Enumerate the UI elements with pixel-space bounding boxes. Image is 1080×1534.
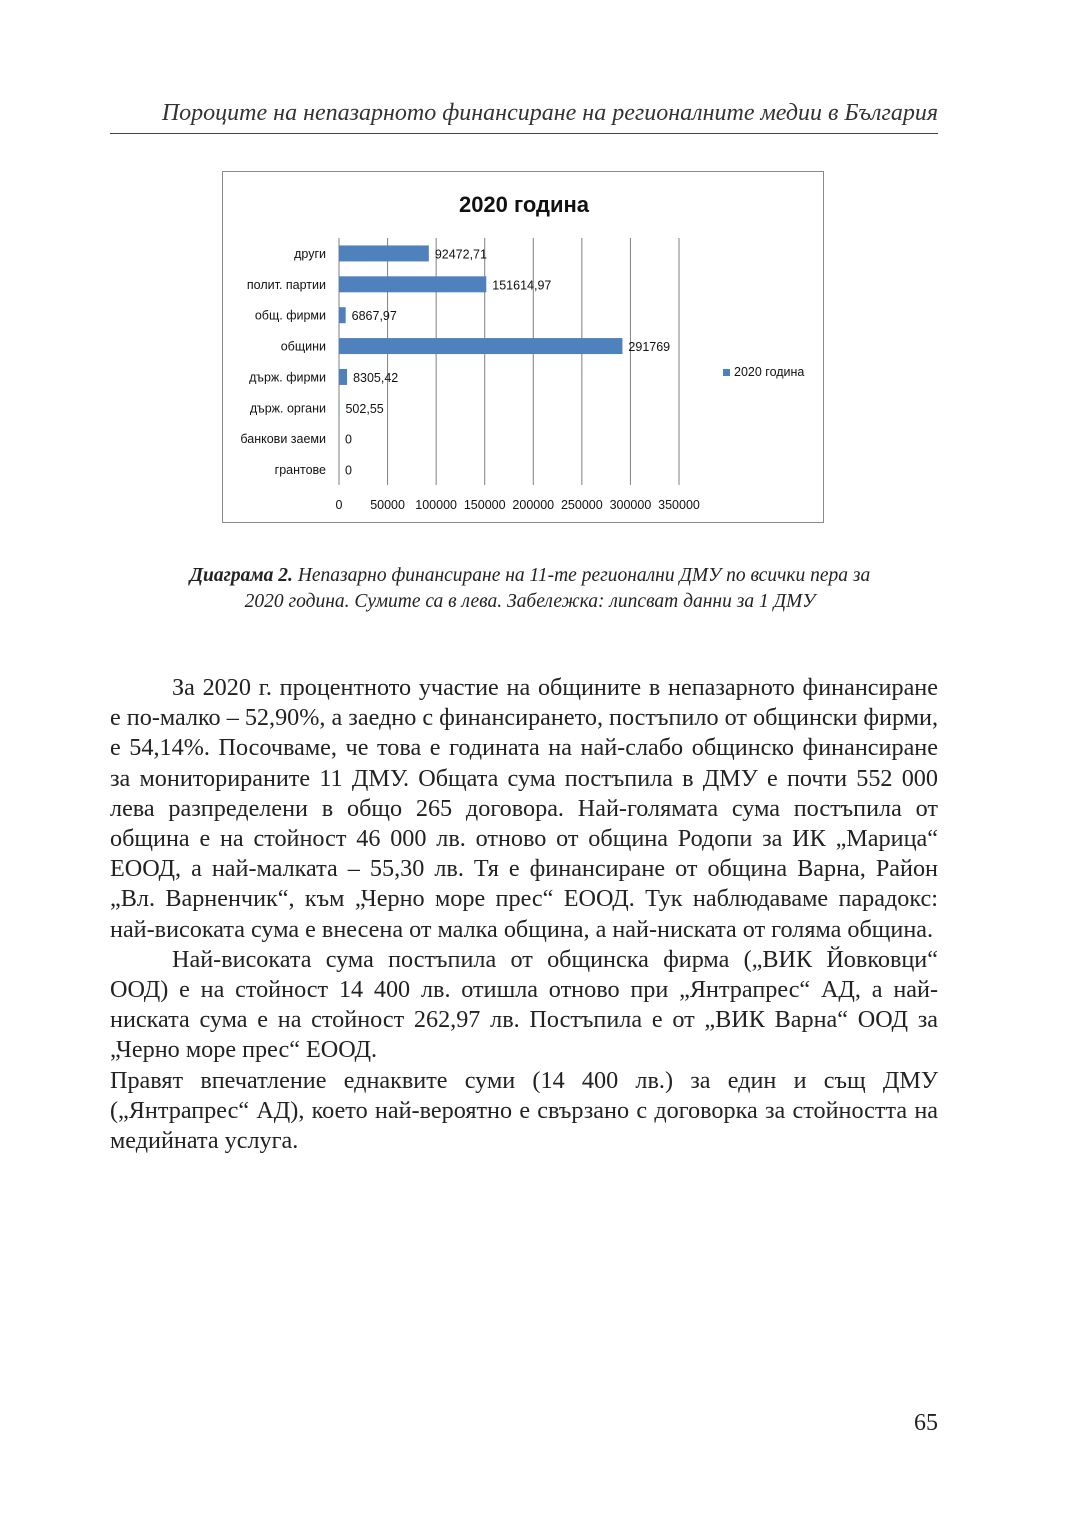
category-label: полит. партии: [246, 277, 326, 292]
chart-title: 2020 година: [458, 192, 590, 217]
legend-label: 2020 година: [734, 365, 805, 379]
value-label: 8305,42: [353, 370, 399, 385]
x-tick-label: 200000: [512, 498, 555, 512]
caption-label: Диаграма 2.: [189, 565, 293, 586]
x-tick-label: 150000: [463, 498, 506, 512]
x-tick-label: 350000: [658, 498, 700, 512]
x-tick-label: 50000: [370, 498, 405, 512]
value-label: 151614,97: [492, 278, 552, 293]
bar: [339, 307, 346, 323]
body-text: [110, 673, 938, 1156]
value-label: 291769: [628, 340, 671, 355]
bar: [339, 276, 486, 292]
value-label: 0: [345, 463, 352, 478]
x-tick-label: 100000: [415, 498, 458, 512]
caption-text: Непазарно финансиране на 11-те регионални ДМУ по всички пера за 2020 година. Сумите са в лева. Забележка: липсват данни за 1 ДМУ: [244, 565, 871, 612]
bar: [339, 245, 429, 261]
value-label: 92472,71: [434, 247, 487, 262]
header-rule: [110, 133, 938, 134]
value-label: 0: [345, 432, 352, 447]
x-tick-label: 250000: [560, 498, 603, 512]
legend-swatch: [723, 369, 730, 376]
category-label: други: [294, 246, 326, 261]
x-tick-label: 300000: [609, 498, 652, 512]
bar-chart: [223, 172, 823, 522]
category-label: грантове: [274, 463, 326, 478]
category-label: общ. фирми: [254, 308, 326, 323]
paragraph-2: Най-високата сума постъпила от общинска фирма („ВИК Йовковци“ ООД) е на стойност 14 400 лв. отишла отново при „Янтрапрес“ АД, а най-ниската сума е на стойност 262,97 лв. Постъпила е от „ВИК Варна“ ООД за „Черно море прес“ ЕООД.: [110, 945, 938, 1064]
bar: [339, 369, 347, 385]
category-label: банкови заеми: [240, 432, 326, 447]
value-label: 502,55: [345, 401, 384, 416]
page-number: 65: [914, 1410, 938, 1436]
x-tick-label: 0: [335, 498, 343, 512]
chart-frame: [222, 171, 824, 523]
figure-caption: [180, 563, 880, 615]
value-label: 6867,97: [351, 309, 397, 324]
running-header: Пороците на непазарното финансиране на регионалните медии в България: [161, 100, 938, 126]
paragraph-1: За 2020 г. процентното участие на общините в непазарното финансиране е по-малко – 52,90%, а заедно с финансирането, постъпило от общински фирми, е 54,14%. Посочваме, че това е годината на най-слабо общинско финансиране за мониторираните 11 ДМУ. Общата сума постъпила в ДМУ е почти 552 000 лева разпределени в общо 265 договора. Най-голямата сума постъпила от община е на стойност 46 000 лв. отново от община Родопи за ИК „Марица“ ЕООД, а най-малката – 55,30 лв. Тя е финансиране от община Варна, Район „Вл. Варненчик“, към „Черно море прес“ ЕООД. Тук наблюдаваме парадокс: най-високата сума е внесена от малка община, а най-ниската от голяма община.: [110, 674, 939, 943]
paragraph-3: Правят впечатление еднаквите суми (14 400 лв.) за един и същ ДМУ („Янтрапрес“ АД), което най-вероятно е свързано с договорка за стойността на медийната услуга.: [110, 1066, 938, 1155]
category-label: държ. органи: [249, 401, 326, 416]
bar: [339, 338, 622, 354]
category-label: общини: [280, 339, 326, 354]
category-label: държ. фирми: [249, 370, 326, 385]
